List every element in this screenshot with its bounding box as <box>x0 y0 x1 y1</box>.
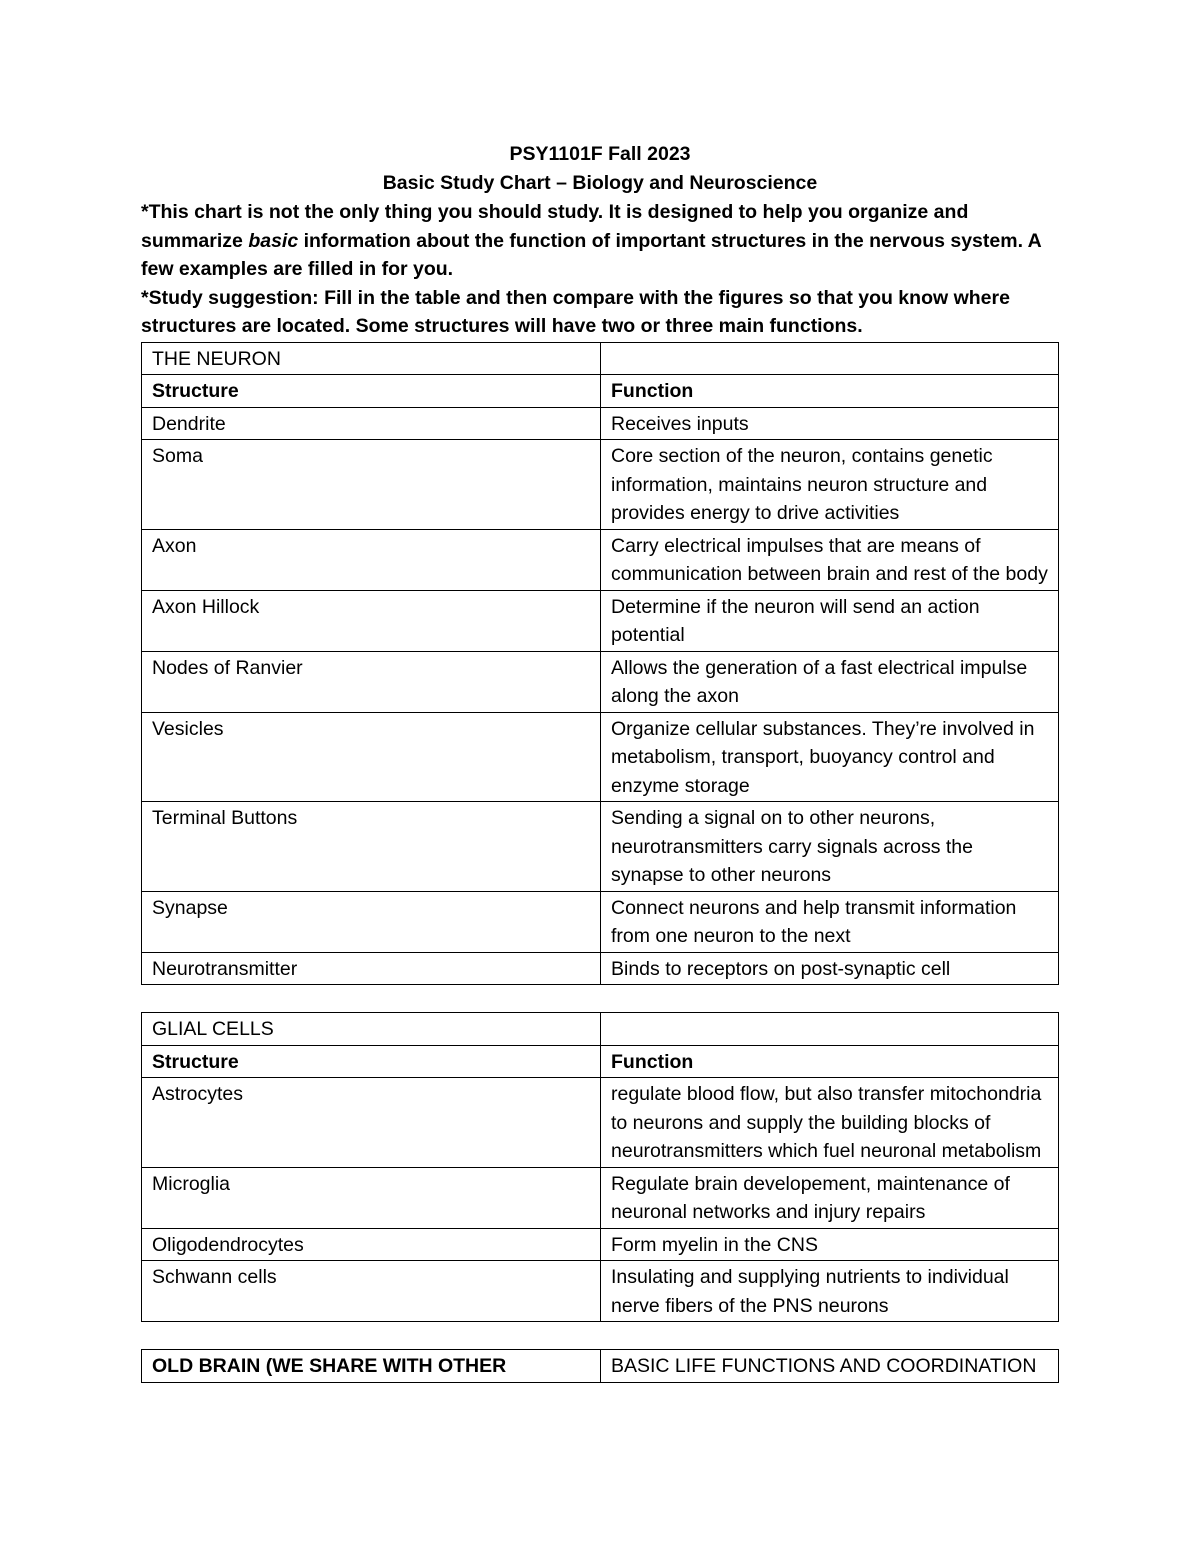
glial-table <box>141 1012 1059 1322</box>
old-brain-table-title: OLD BRAIN (WE SHARE WITH OTHER <box>142 1350 601 1383</box>
structure-cell: Axon <box>142 529 601 590</box>
function-cell: Sending a signal on to other neurons, neurotransmitters carry signals across the synapse to other neurons <box>601 802 1059 892</box>
document-page <box>141 140 1059 1383</box>
structure-cell: Schwann cells <box>142 1261 601 1322</box>
table-row <box>142 407 1059 440</box>
function-cell: Carry electrical impulses that are means of communication between brain and rest of the body <box>601 529 1059 590</box>
function-cell: Determine if the neuron will send an action potential <box>601 590 1059 651</box>
table-title-row <box>142 1350 1059 1383</box>
column-header-function: Function <box>601 375 1059 408</box>
glial-table-title: GLIAL CELLS <box>142 1013 601 1046</box>
table-row <box>142 712 1059 802</box>
table-title-row <box>142 1013 1059 1046</box>
old-brain-table-title-right: BASIC LIFE FUNCTIONS AND COORDINATION <box>601 1350 1059 1383</box>
table-row <box>142 802 1059 892</box>
table-row <box>142 590 1059 651</box>
structure-cell: Nodes of Ranvier <box>142 651 601 712</box>
structure-cell: Oligodendrocytes <box>142 1228 601 1261</box>
structure-cell: Synapse <box>142 891 601 952</box>
table-row <box>142 891 1059 952</box>
structure-cell: Dendrite <box>142 407 601 440</box>
intro-text-a: *This chart is not the only thing you should study. It is designed to help you organize and summarize <box>141 201 969 252</box>
intro-italic-word: basic <box>248 229 299 252</box>
table-header-row <box>142 1045 1059 1078</box>
structure-cell: Terminal Buttons <box>142 802 601 892</box>
table-row <box>142 651 1059 712</box>
table-row <box>142 952 1059 985</box>
function-cell: regulate blood flow, but also transfer mitochondria to neurons and supply the building blocks of neurotransmitters which fuel neuronal metabolism <box>601 1078 1059 1168</box>
table-row <box>142 1261 1059 1322</box>
table-row <box>142 1167 1059 1228</box>
intro-paragraph <box>141 198 1059 284</box>
column-header-function: Function <box>601 1045 1059 1078</box>
table-row <box>142 529 1059 590</box>
page-title: Basic Study Chart – Biology and Neuroscience <box>382 172 818 194</box>
column-header-structure: Structure <box>142 1045 601 1078</box>
table-row <box>142 440 1059 530</box>
function-cell: Receives inputs <box>601 407 1059 440</box>
function-cell: Core section of the neuron, contains genetic information, maintains neuron structure and provides energy to drive activities <box>601 440 1059 530</box>
course-title: PSY1101F Fall 2023 <box>509 143 691 165</box>
structure-cell: Astrocytes <box>142 1078 601 1168</box>
column-header-structure: Structure <box>142 375 601 408</box>
function-cell: Organize cellular substances. They’re involved in metabolism, transport, buoyancy control and enzyme storage <box>601 712 1059 802</box>
intro-text-b: information about the function of important structures in the nervous system. A few examples are filled in for you. <box>141 229 1042 280</box>
structure-cell: Soma <box>142 440 601 530</box>
table-row <box>142 1228 1059 1261</box>
structure-cell: Neurotransmitter <box>142 952 601 985</box>
function-cell: Connect neurons and help transmit information from one neuron to the next <box>601 891 1059 952</box>
function-cell: Form myelin in the CNS <box>601 1228 1059 1261</box>
structure-cell: Microglia <box>142 1167 601 1228</box>
glial-table-title-right <box>601 1013 1059 1046</box>
table-row <box>142 1078 1059 1168</box>
neuron-table-title: THE NEURON <box>142 342 601 375</box>
study-suggestion: *Study suggestion: Fill in the table and then compare with the figures so that you know where structures are located. Some structures will have two or three main functions. <box>141 286 1010 337</box>
structure-cell: Axon Hillock <box>142 590 601 651</box>
neuron-table-title-right <box>601 342 1059 375</box>
function-cell: Regulate brain developement, maintenance of neuronal networks and injury repairs <box>601 1167 1059 1228</box>
neuron-table <box>141 342 1059 986</box>
function-cell: Binds to receptors on post-synaptic cell <box>601 952 1059 985</box>
function-cell: Insulating and supplying nutrients to individual nerve fibers of the PNS neurons <box>601 1261 1059 1322</box>
structure-cell: Vesicles <box>142 712 601 802</box>
table-title-row <box>142 342 1059 375</box>
function-cell: Allows the generation of a fast electrical impulse along the axon <box>601 651 1059 712</box>
old-brain-table <box>141 1349 1059 1383</box>
table-header-row <box>142 375 1059 408</box>
